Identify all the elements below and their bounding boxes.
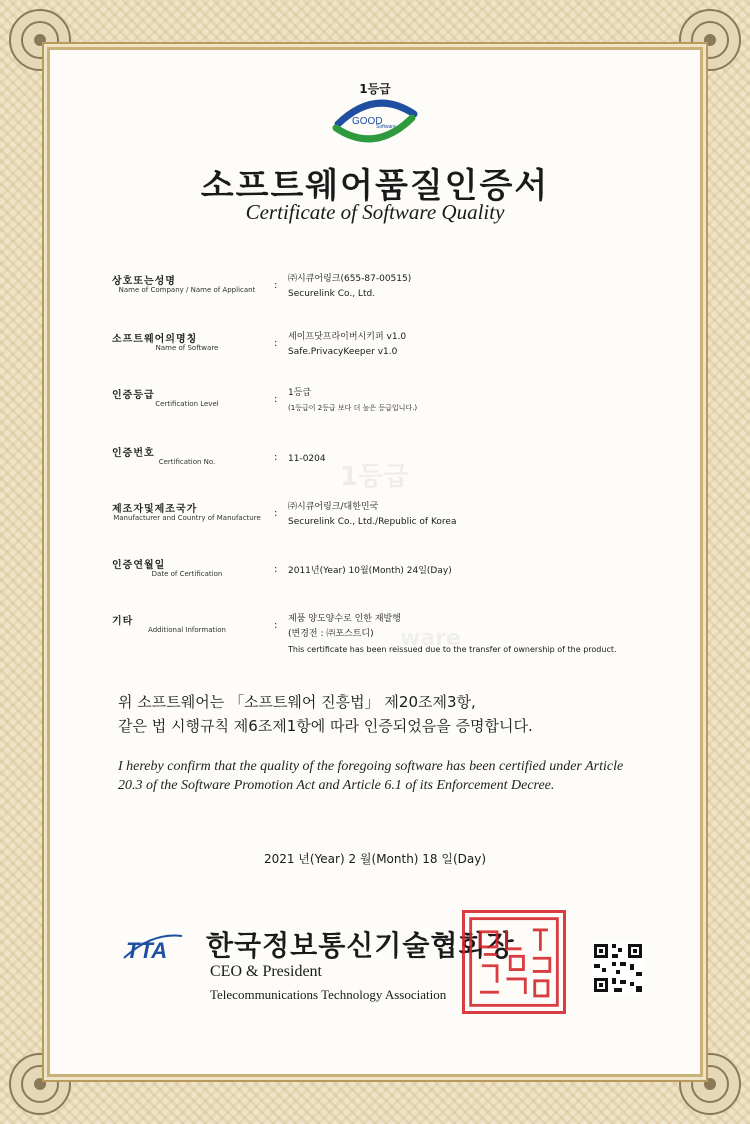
- field-value: ㈜시큐어링크/대한민국 Securelink Co., Ltd./Republic of Korea: [288, 502, 457, 527]
- qr-code: [592, 942, 644, 994]
- field-label-en: Certification Level: [155, 400, 219, 408]
- field-value: ㈜시큐어링크(655-87-00515) Securelink Co., Ltd.: [288, 274, 412, 299]
- ceo-title: CEO & President: [210, 963, 322, 980]
- field-label-en: Additional Information: [148, 626, 226, 634]
- issue-date: 2021 년(Year) 2 월(Month) 18 일(Day): [263, 852, 487, 866]
- statement-korean: 위 소프트웨어는 「소프트웨어 진흥법」 제20조제3항, 같은 법 시행규칙 제6조제1항에 따라 인증되었음을 증명합니다.: [118, 693, 533, 735]
- field-value: 1등급 (1등급이 2등급 보다 더 높은 등급입니다.): [288, 388, 418, 412]
- statement-english: I hereby confirm that the quality of the foregoing software has been certified under Article 20.3 of the Software Promotion Act and Article 6.1 of its Enforcement Decree.: [118, 759, 624, 793]
- svg-text:TTA: TTA: [126, 938, 168, 963]
- title-english: Certificate of Software Quality: [245, 200, 505, 224]
- svg-text:GOOD: GOOD: [352, 116, 383, 127]
- field-label-en: Certification No.: [158, 458, 216, 466]
- field-label-en: Name of Company / Name of Applicant: [118, 286, 256, 294]
- field-label: 인증연월일: [112, 560, 166, 571]
- field-label-en: Name of Software: [155, 344, 219, 352]
- field-value: 세이프닷프라이버시키퍼 v1.0 Safe.PrivacyKeeper v1.0: [288, 332, 407, 357]
- good-software-logo: [330, 94, 420, 146]
- field-label: 인증번호: [112, 448, 155, 459]
- svg-text:Software: Software: [376, 124, 396, 130]
- field-label: 기타: [112, 616, 134, 627]
- organization-korean: 한국정보통신기술협회장: [206, 929, 515, 962]
- organization-english: Telecommunications Technology Association: [210, 987, 447, 1002]
- tta-logo: [122, 930, 202, 964]
- watermark-text: ware: [400, 626, 461, 651]
- field-label: 제조자및제조국가: [112, 504, 198, 515]
- field-label: 상호또는성명: [112, 276, 176, 287]
- field-label: 소프트웨어의명칭: [112, 334, 198, 345]
- official-seal: [462, 910, 566, 1014]
- field-label: 인증등급: [112, 390, 155, 401]
- field-value: 제품 양도양수로 인한 재발행 (변경전 : ㈜포스트디) This certificate has been reissued due to the transfer of ownership of the product.: [288, 614, 617, 654]
- watermark-grade: 1등급: [340, 462, 409, 492]
- field-label-en: Manufacturer and Country of Manufacture: [113, 514, 261, 522]
- title-korean: 소프트웨어품질인증서: [200, 166, 550, 206]
- field-value: 2011년(Year) 10월(Month) 24일(Day): [288, 566, 452, 576]
- field-label-en: Date of Certification: [151, 570, 223, 578]
- field-value: 11-0204: [288, 454, 326, 464]
- grade-label: 1등급: [359, 82, 391, 96]
